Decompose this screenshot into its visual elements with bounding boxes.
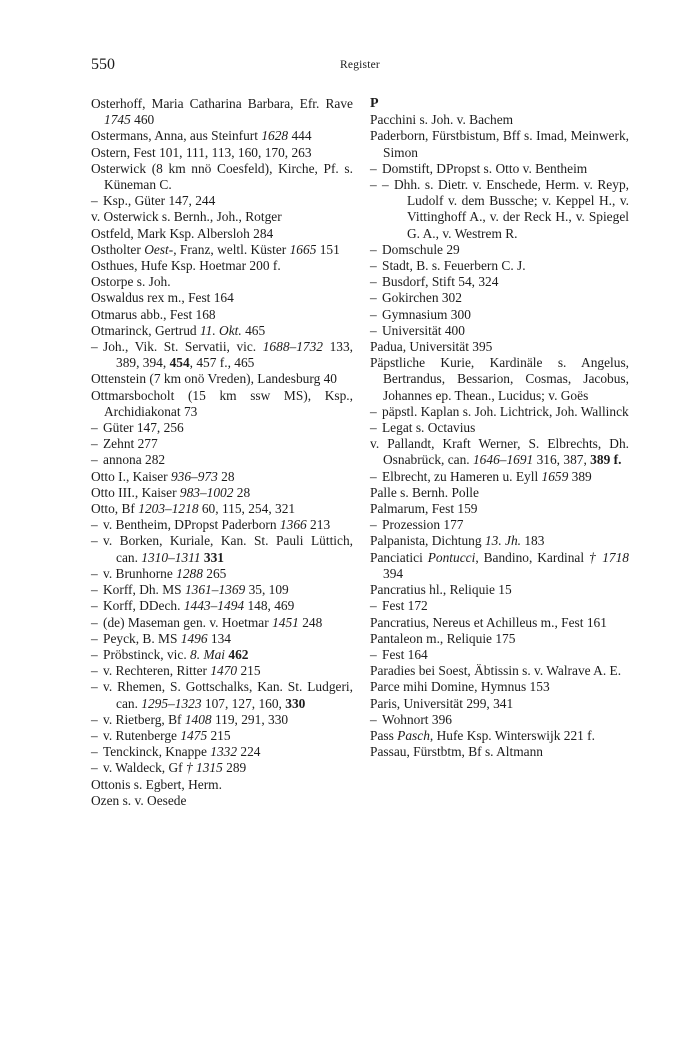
bold-page-ref: 330	[285, 695, 306, 711]
entry-text: Oswaldus rex m., Fest 164	[91, 290, 234, 306]
entry-text: Zehnt 277	[103, 436, 158, 452]
italic-text: 1688–1732	[262, 339, 323, 355]
entry-text: 215	[207, 727, 231, 743]
entry-text: Ottmarsbocholt (15 km ssw MS), Ksp., Archidiakonat 73	[91, 387, 353, 419]
entry-text: 35, 109	[245, 582, 289, 598]
index-entry	[370, 582, 629, 598]
entry-text: Güter 147, 256	[103, 420, 184, 436]
subentry-dash: –	[370, 468, 377, 484]
entry-text: Otto I., Kaiser	[91, 468, 171, 484]
entry-text: Päpstliche Kurie, Kardinäle s. Angelus, Bertrandus, Bessarion, Cosmas, Jacobus, Johannes ep. Thean., Lucidus; v. Goës	[370, 355, 629, 403]
index-entry	[91, 128, 353, 144]
subentry-dash: –	[382, 177, 389, 193]
entry-text: Osterwick (8 km nnö Coesfeld), Kirche, Pf. s. Küneman C.	[91, 160, 353, 193]
index-subentry	[370, 647, 629, 663]
italic-text: Pasch	[397, 727, 430, 743]
entry-text: v. Borken, Kuriale, Kan. St. Pauli Lüttich, can.	[103, 533, 353, 565]
subentry-dash: –	[91, 663, 98, 679]
subentry-dash: –	[91, 436, 98, 452]
index-subentry	[91, 452, 353, 468]
index-entry	[370, 339, 629, 355]
index-entry	[91, 145, 353, 161]
entry-text: Pass	[370, 727, 398, 743]
italic-text: 1310–1311	[141, 549, 201, 565]
index-entry	[370, 501, 629, 517]
index-entry	[91, 793, 353, 809]
index-entry	[370, 679, 629, 695]
index-subentry	[91, 193, 353, 209]
index-entry	[91, 371, 353, 387]
entry-text: Stadt, B. s. Feuerbern C. J.	[382, 258, 526, 274]
index-entry	[370, 696, 629, 712]
entry-text: Paris, Universität 299, 341	[370, 695, 514, 711]
index-entry	[370, 112, 629, 128]
index-subentry	[370, 712, 629, 728]
index-subentry	[91, 339, 353, 371]
index-subentry	[91, 598, 353, 614]
italic-text: 13. Jh.	[484, 533, 521, 549]
index-entry	[91, 485, 353, 501]
index-entry	[91, 290, 353, 306]
entry-text: 148, 469	[244, 598, 295, 614]
subentry-dash: –	[91, 679, 98, 695]
page-number: 550	[91, 56, 115, 73]
entry-text: , Bandino, Kardinal	[475, 549, 590, 565]
bold-page-ref: 389 f.	[590, 452, 622, 468]
entry-text: v. Brunhorne	[103, 565, 177, 581]
entry-text: 265	[202, 565, 227, 581]
entry-text: Wohnort 396	[382, 711, 452, 727]
entry-text: Ottenstein (7 km onö Vreden), Landesburg 40	[91, 371, 338, 387]
entry-text: v. Rechteren, Ritter	[103, 663, 211, 679]
entry-text: 28	[217, 468, 235, 484]
entry-text: Ostholter	[91, 241, 145, 257]
entry-text: v. Osterwick s. Bernh., Joh., Rotger	[91, 209, 282, 225]
entry-text: 28	[233, 484, 251, 500]
entry-text: 60, 115, 254, 321	[198, 501, 296, 517]
index-subentry	[370, 469, 629, 485]
entry-text: 215	[237, 663, 261, 679]
entry-text: v. Bentheim, DPropst Paderborn	[103, 517, 280, 533]
index-subentry	[370, 598, 629, 614]
subentry-dash: –	[91, 630, 98, 646]
index-subentry	[91, 744, 353, 760]
index-entry	[91, 501, 353, 517]
entry-text: Pancratius hl., Reliquie 15	[370, 582, 512, 598]
italic-text: 1646–1691	[472, 452, 534, 468]
italic-text: 1475	[180, 727, 208, 743]
subentry-dash: –	[370, 160, 377, 176]
index-entry	[370, 615, 629, 631]
index-subentry	[91, 712, 353, 728]
entry-text: , Franz, weltl. Küster	[173, 241, 290, 257]
index-subentry	[91, 663, 353, 679]
italic-text: 1628	[261, 128, 289, 144]
entry-text: Tenckinck, Knappe	[103, 744, 211, 760]
subentry-dash: –	[91, 517, 98, 533]
index-entry	[91, 161, 353, 193]
subentry-dash: –	[370, 598, 377, 614]
section-letter	[370, 96, 629, 112]
entry-text: Prozession 177	[382, 517, 464, 533]
entry-text: Palmarum, Fest 159	[370, 501, 478, 517]
entry-text: Palle s. Bernh. Polle	[370, 484, 479, 500]
subentry-dash: –	[370, 258, 377, 274]
entry-text: 224	[237, 744, 261, 760]
entry-text: Otto III., Kaiser	[91, 484, 180, 500]
subentry-dash: –	[91, 614, 98, 630]
index-subentry	[370, 517, 629, 533]
italic-text: Pontucci	[427, 549, 476, 565]
italic-text: 1496	[180, 630, 208, 646]
entry-text: Dhh. s. Dietr. v. Enschede, Herm. v. Reyp, Ludolf v. dem Bussche; v. Keppel H., v. Vittinghoff A., v. der Reck H., v. Spiegel G. A., v. Westrem R.	[394, 177, 629, 241]
index-subentry	[370, 290, 629, 306]
index-entry	[91, 469, 353, 485]
running-head: Register	[340, 59, 380, 71]
subentry-dash: –	[91, 565, 98, 581]
index-entry	[91, 323, 353, 339]
italic-text: 1295–1323	[141, 695, 202, 711]
bold-page-ref: 454	[169, 355, 190, 371]
entry-text: Gymnasium 300	[382, 306, 471, 322]
subentry-dash: –	[91, 452, 98, 468]
index-column-right	[370, 96, 629, 760]
index-entry	[370, 533, 629, 549]
entry-text: v. Waldeck, Gf	[103, 760, 186, 776]
subentry-dash: –	[370, 517, 377, 533]
italic-text: 983–1002	[179, 484, 234, 500]
entry-text: Korff, Dh. MS	[103, 582, 185, 598]
italic-text: 1361–1369	[184, 582, 246, 598]
entry-text: Universität 400	[382, 322, 465, 338]
index-subentry	[91, 647, 353, 663]
bold-page-ref: 331	[203, 549, 224, 565]
index-subentry	[370, 307, 629, 323]
entry-text: Pantaleon m., Reliquie 175	[370, 630, 516, 646]
entry-text: 183	[521, 533, 545, 549]
index-subentry	[91, 517, 353, 533]
index-subentry	[370, 242, 629, 258]
italic-text: 1665	[289, 241, 317, 257]
index-subentry	[91, 760, 353, 776]
index-subentry	[370, 177, 629, 242]
entry-text: Elbrecht, zu Hameren u. Eyll	[382, 468, 542, 484]
entry-text: Otto, Bf	[91, 501, 139, 517]
subentry-dash: –	[91, 339, 98, 355]
entry-text: Domstift, DPropst s. Otto v. Bentheim	[382, 160, 588, 176]
index-subentry	[370, 323, 629, 339]
entry-text: Peyck, B. MS	[103, 630, 181, 646]
index-column-left	[91, 96, 353, 809]
entry-text: Ostermans, Anna, aus Steinfurt	[91, 128, 262, 144]
entry-text: 248	[298, 614, 323, 630]
entry-text: Panciatici	[370, 549, 428, 565]
entry-text: Fest 164	[382, 646, 428, 662]
subentry-dash: –	[91, 582, 98, 598]
entry-text: Korff, DDech.	[103, 598, 184, 614]
subentry-dash: –	[370, 241, 377, 257]
index-entry	[91, 96, 353, 128]
entry-text: Paradies bei Soest, Äbtissin s. v. Walrave A. E.	[370, 663, 622, 679]
subentry-dash: –	[91, 727, 98, 743]
entry-text: v. Rietberg, Bf	[103, 711, 185, 727]
index-entry	[91, 209, 353, 225]
italic-text: 11. Okt.	[199, 322, 242, 338]
index-entry	[91, 777, 353, 793]
subentry-dash: –	[91, 420, 98, 436]
italic-text: 1408	[184, 711, 212, 727]
index-subentry	[91, 566, 353, 582]
index-subentry	[91, 533, 353, 565]
index-subentry	[91, 728, 353, 744]
entry-text: 119, 291, 330	[211, 711, 289, 727]
subentry-dash: –	[91, 760, 98, 776]
entry-text: Ostfeld, Mark Ksp. Albersloh 284	[91, 225, 274, 241]
entry-text: Pancratius, Nereus et Achilleus m., Fest 161	[370, 614, 607, 630]
entry-text: Osterhoff, Maria Catharina Barbara, Efr. Rave	[91, 96, 353, 111]
entry-text: 107, 127, 160,	[201, 695, 286, 711]
entry-text: Otmarinck, Gertrud	[91, 322, 200, 338]
subentry-dash: –	[91, 646, 98, 662]
subentry-dash: –	[370, 322, 377, 338]
italic-text: † 1315	[185, 760, 223, 776]
subentry-dash: –	[91, 711, 98, 727]
subentry-dash: –	[91, 598, 98, 614]
entry-text: 394	[383, 565, 404, 581]
subentry-dash: –	[370, 290, 377, 306]
subentry-dash: –	[91, 533, 98, 549]
entry-text: 289	[222, 760, 247, 776]
entry-text: Legat s. Octavius	[382, 420, 476, 436]
italic-text: 1288	[176, 565, 203, 581]
entry-text: (de) Maseman gen. v. Hoetmar	[103, 614, 273, 630]
italic-text: 1366	[279, 517, 307, 533]
entry-text: 465	[241, 322, 266, 338]
entry-text: 134	[207, 630, 231, 646]
index-entry	[370, 436, 629, 468]
index-subentry	[91, 582, 353, 598]
italic-text: 1470	[210, 663, 238, 679]
index-entry	[370, 631, 629, 647]
entry-text: Palpanista, Dichtung	[370, 533, 485, 549]
italic-text: 1659	[541, 468, 569, 484]
entry-text: 444	[288, 128, 312, 144]
index-subentry	[370, 258, 629, 274]
index-subentry	[91, 631, 353, 647]
index-subentry	[91, 679, 353, 711]
entry-text: Otmarus abb., Fest 168	[91, 306, 216, 322]
entry-text: päpstl. Kaplan s. Joh. Lichtrick, Joh. Wallinck	[382, 403, 629, 419]
index-entry	[91, 388, 353, 420]
entry-text: Padua, Universität 395	[370, 339, 493, 355]
entry-text: Domschule 29	[382, 241, 460, 257]
index-entry	[91, 242, 353, 258]
entry-text: v. Pallandt, Kraft Werner, S. Elbrechts, Dh. Osnabrück, can.	[370, 436, 629, 468]
entry-text: Busdorf, Stift 54, 324	[382, 274, 499, 290]
entry-text: Ottonis s. Egbert, Herm.	[91, 776, 222, 792]
italic-text: 1203–1218	[138, 501, 199, 517]
index-entry	[91, 307, 353, 323]
index-entry	[91, 226, 353, 242]
entry-text: , Hufe Ksp. Winterswijk 221 f.	[429, 727, 595, 743]
index-subentry	[91, 420, 353, 436]
bold-page-ref: 462	[228, 646, 249, 662]
index-entry	[91, 258, 353, 274]
index-subentry	[370, 404, 629, 420]
index-entry	[370, 355, 629, 404]
index-subentry	[91, 615, 353, 631]
index-subentry	[370, 161, 629, 177]
italic-text: 1443–1494	[183, 598, 245, 614]
entry-text: 213	[306, 517, 331, 533]
italic-text: 936–973	[170, 468, 218, 484]
entry-text: 316, 387,	[533, 452, 591, 468]
entry-text: 133, 389, 394,	[116, 339, 353, 371]
italic-text: 8. Mai	[190, 646, 226, 662]
entry-text: Gokirchen 302	[382, 290, 462, 306]
entry-text: 389	[568, 468, 592, 484]
entry-text: 151	[316, 241, 340, 257]
entry-text: Ksp., Güter 147, 244	[103, 193, 216, 209]
subentry-dash: –	[370, 420, 377, 436]
entry-text: annona 282	[103, 452, 166, 468]
entry-text: Osthues, Hufe Ksp. Hoetmar 200 f.	[91, 258, 281, 274]
entry-text: v. Rhemen, S. Gottschalks, Kan. St. Ludgeri, can.	[103, 679, 353, 711]
entry-text: Ostern, Fest 101, 111, 113, 160, 170, 263	[91, 144, 312, 160]
subentry-dash: –	[91, 193, 98, 209]
subentry-dash: –	[370, 306, 377, 322]
italic-text: † 1718	[589, 549, 630, 565]
subentry-dash: –	[370, 646, 377, 662]
entry-text: Parce mihi Domine, Hymnus 153	[370, 679, 550, 695]
index-subentry	[370, 274, 629, 290]
index-entry	[370, 744, 629, 760]
entry-text: Joh., Vik. St. Servatii, vic.	[103, 339, 263, 355]
index-subentry	[91, 436, 353, 452]
entry-text: Passau, Fürstbtm, Bf s. Altmann	[370, 744, 543, 760]
italic-text: Oest-	[144, 241, 174, 257]
entry-text: P	[370, 96, 379, 111]
subentry-dash: –	[370, 274, 377, 290]
entry-text: , 457 f., 465	[189, 355, 255, 371]
italic-text: 1745	[104, 112, 131, 128]
index-entry	[370, 728, 629, 744]
italic-text: 1332	[210, 744, 238, 760]
index-entry	[370, 128, 629, 160]
subentry-dash: –	[91, 744, 98, 760]
entry-text: Paderborn, Fürstbistum, Bff s. Imad, Meinwerk, Simon	[370, 128, 629, 160]
subentry-dash: –	[370, 403, 377, 419]
italic-text: 1451	[272, 614, 299, 630]
entry-text: Fest 172	[382, 598, 428, 614]
subentry-dash: –	[370, 177, 377, 193]
entry-text: v. Rutenberge	[103, 727, 181, 743]
entry-text: Ostorpe s. Joh.	[91, 274, 171, 290]
entry-text: 460	[130, 112, 155, 128]
entry-text: Pacchini s. Joh. v. Bachem	[370, 112, 514, 128]
index-entry	[91, 274, 353, 290]
index-entry	[370, 663, 629, 679]
index-entry	[370, 550, 629, 582]
entry-text: Pröbstinck, vic.	[103, 646, 191, 662]
entry-text: Ozen s. v. Oesede	[91, 792, 187, 808]
index-entry	[370, 485, 629, 501]
subentry-dash: –	[370, 711, 377, 727]
index-subentry	[370, 420, 629, 436]
